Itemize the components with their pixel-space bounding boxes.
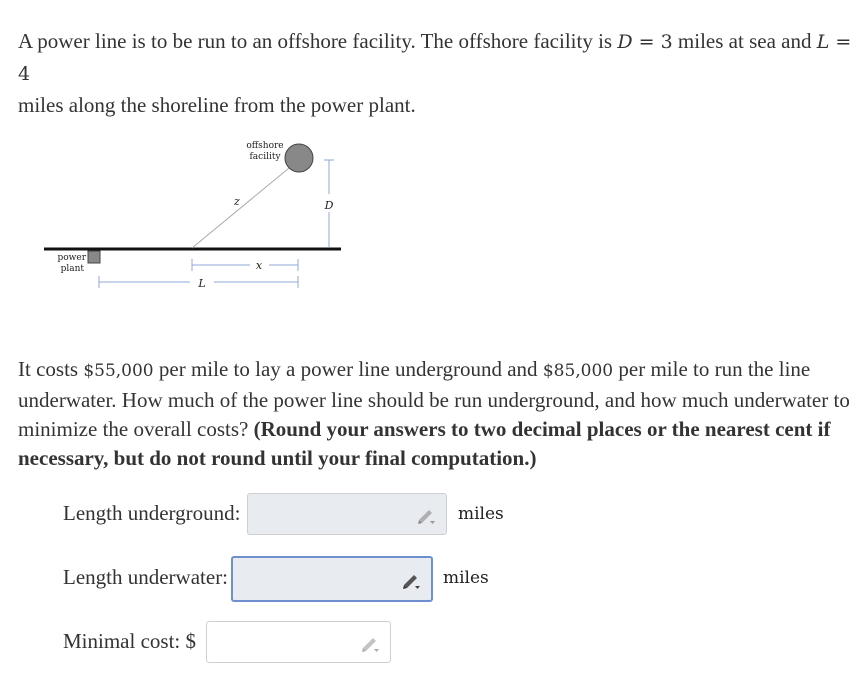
cost-label: Minimal cost: $ bbox=[63, 629, 196, 653]
intro-text-1: A power line is to be run to an offshore facility. The offshore facility is bbox=[18, 29, 618, 53]
intro-text-2: miles at sea and bbox=[672, 29, 817, 53]
plant-label-2: plant bbox=[60, 264, 84, 274]
cost-text-3: per mile to run the line underwater. How much of the power line should be run underground, and how much underwater to minimize the overall costs? bbox=[18, 357, 850, 441]
value-d: = 3 bbox=[632, 31, 673, 53]
power-line-diagram bbox=[40, 130, 360, 300]
label-z: z bbox=[234, 195, 240, 208]
label-x: x bbox=[255, 259, 263, 272]
label-l: L bbox=[198, 277, 206, 290]
pencil-icon bbox=[401, 571, 421, 589]
rounding-instruction: (Round your answers to two decimal places or the nearest cent if necessary, but do not round until your final computation.) bbox=[18, 417, 831, 470]
plant-label-1: power bbox=[57, 253, 86, 263]
var-l: L bbox=[816, 31, 830, 53]
facility-label-1: offshore bbox=[246, 141, 284, 151]
cost-text-2: per mile to lay a power line underground and bbox=[153, 357, 543, 381]
pencil-icon bbox=[416, 506, 436, 524]
underwater-line bbox=[192, 159, 300, 248]
underwater-cost: $85,000 bbox=[542, 361, 614, 381]
underground-label: Length underground: bbox=[63, 501, 241, 525]
label-d: D bbox=[324, 199, 334, 212]
underwater-input[interactable] bbox=[231, 556, 433, 602]
underground-cost: $55,000 bbox=[83, 361, 154, 381]
facility-icon bbox=[285, 144, 313, 172]
cost-text-1: It costs bbox=[18, 357, 84, 381]
underground-input[interactable] bbox=[247, 493, 447, 535]
pencil-icon bbox=[360, 634, 380, 652]
power-plant-icon bbox=[88, 251, 100, 263]
var-d: D bbox=[617, 31, 633, 53]
cost-input[interactable] bbox=[206, 621, 391, 663]
problem-intro bbox=[18, 26, 858, 121]
underground-unit: miles bbox=[458, 504, 504, 524]
underwater-unit: miles bbox=[443, 568, 489, 588]
facility-label-2: facility bbox=[249, 152, 281, 162]
intro-text-3: miles along the shoreline from the power plant. bbox=[18, 93, 416, 117]
underwater-label: Length underwater: bbox=[63, 565, 229, 589]
cost-paragraph bbox=[18, 355, 853, 473]
value-l: = 4 bbox=[18, 31, 852, 85]
